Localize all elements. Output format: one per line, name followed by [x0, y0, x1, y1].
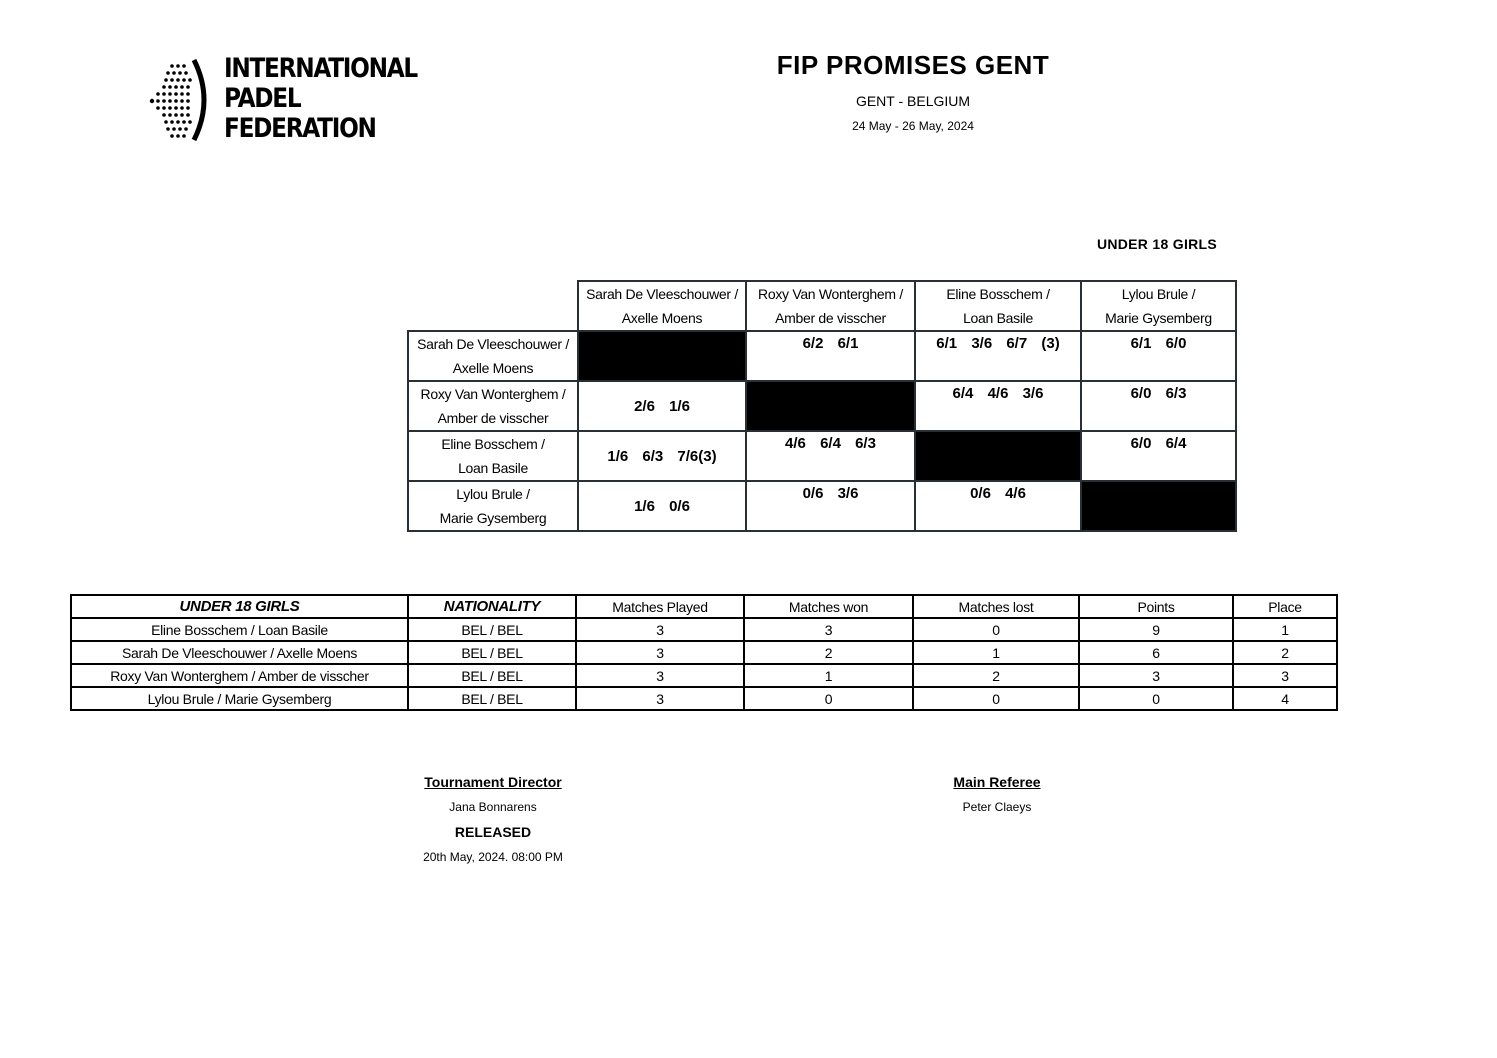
- standings-row: [71, 641, 1337, 664]
- nationality: BEL / BEL: [408, 664, 576, 687]
- grid-column-header: Lylou Brule / Marie Gysemberg: [1081, 281, 1236, 331]
- nationality: BEL / BEL: [408, 618, 576, 641]
- standings-header: Matches won: [744, 595, 913, 618]
- score-cell: 4/6 6/4 6/3: [746, 431, 915, 481]
- released-date: 20th May, 2024. 08:00 PM: [423, 850, 563, 864]
- logo-wordmark: INTERNATIONAL PADEL FEDERATION: [224, 53, 417, 144]
- matches-lost: 1: [913, 641, 1079, 664]
- director-label: Tournament Director: [424, 774, 562, 790]
- tournament-location: GENT - BELGIUM: [855, 93, 971, 109]
- points: 0: [1079, 687, 1233, 710]
- points: 3: [1079, 664, 1233, 687]
- place: 3: [1233, 664, 1337, 687]
- points: 6: [1079, 641, 1233, 664]
- tournament-dates: 24 May - 26 May, 2024: [852, 119, 974, 133]
- matches-won: 0: [744, 687, 913, 710]
- standings-header-row: [71, 595, 1337, 618]
- place: 1: [1233, 618, 1337, 641]
- standings-table: [70, 594, 1338, 711]
- standings-header: Points: [1079, 595, 1233, 618]
- grid-row: [408, 331, 1236, 381]
- padel-racket-dots-icon: [148, 58, 210, 142]
- standings-row: [71, 618, 1337, 641]
- grid-row: [408, 381, 1236, 431]
- matches-played: 3: [576, 664, 744, 687]
- grid-row-header: Eline Bosschem / Loan Basile: [408, 431, 578, 481]
- grid-row: [408, 431, 1236, 481]
- grid-row-header: Sarah De Vleeschouwer / Axelle Moens: [408, 331, 578, 381]
- standings-header: Matches lost: [913, 595, 1079, 618]
- standings-header: Matches Played: [576, 595, 744, 618]
- round-robin-grid: [407, 280, 1237, 532]
- standings-header: Place: [1233, 595, 1337, 618]
- matches-played: 3: [576, 618, 744, 641]
- score-cell: 6/0 6/4: [1081, 431, 1236, 481]
- nationality: BEL / BEL: [408, 641, 576, 664]
- director-name: Jana Bonnarens: [449, 800, 537, 814]
- grid-self-cell: [1081, 481, 1236, 531]
- matches-lost: 2: [913, 664, 1079, 687]
- grid-row-header: Roxy Van Wonterghem / Amber de visscher: [408, 381, 578, 431]
- standings-header: NATIONALITY: [408, 595, 576, 618]
- score-cell: 6/1 3/6 6/7 (3): [915, 331, 1081, 381]
- team-name: Eline Bosschem / Loan Basile: [71, 618, 408, 641]
- grid-column-header: Eline Bosschem / Loan Basile: [915, 281, 1081, 331]
- tournament-title: FIP PROMISES GENT: [776, 50, 1050, 80]
- grid-row: [408, 481, 1236, 531]
- matches-lost: 0: [913, 687, 1079, 710]
- score-cell: 6/2 6/1: [746, 331, 915, 381]
- grid-column-header: Roxy Van Wonterghem / Amber de visscher: [746, 281, 915, 331]
- referee-block: [897, 774, 1097, 814]
- grid-column-header: Sarah De Vleeschouwer / Axelle Moens: [578, 281, 746, 331]
- score-cell: 0/6 4/6: [915, 481, 1081, 531]
- grid-header-row: [408, 281, 1236, 331]
- score-cell: 6/4 4/6 3/6: [915, 381, 1081, 431]
- fip-logo: [148, 48, 417, 158]
- matches-won: 3: [744, 618, 913, 641]
- team-name: Roxy Van Wonterghem / Amber de visscher: [71, 664, 408, 687]
- grid-corner: [408, 281, 578, 331]
- grid-self-cell: [578, 331, 746, 381]
- team-name: Lylou Brule / Marie Gysemberg: [71, 687, 408, 710]
- released-label: RELEASED: [454, 824, 532, 840]
- score-cell: 1/6 6/3 7/6(3): [578, 431, 746, 481]
- grid-self-cell: [746, 381, 915, 431]
- matches-played: 3: [576, 641, 744, 664]
- grid-self-cell: [915, 431, 1081, 481]
- score-cell: 1/6 0/6: [578, 481, 746, 531]
- matches-played: 3: [576, 687, 744, 710]
- nationality: BEL / BEL: [408, 687, 576, 710]
- standings-header: UNDER 18 GIRLS: [71, 595, 408, 618]
- score-cell: 6/1 6/0: [1081, 331, 1236, 381]
- grid-row-header: Lylou Brule / Marie Gysemberg: [408, 481, 578, 531]
- matches-lost: 0: [913, 618, 1079, 641]
- referee-name: Peter Claeys: [962, 800, 1032, 814]
- referee-label: Main Referee: [953, 774, 1041, 790]
- score-cell: 0/6 3/6: [746, 481, 915, 531]
- category-title: UNDER 18 GIRLS: [1096, 236, 1218, 252]
- place: 2: [1233, 641, 1337, 664]
- points: 9: [1079, 618, 1233, 641]
- matches-won: 2: [744, 641, 913, 664]
- place: 4: [1233, 687, 1337, 710]
- matches-won: 1: [744, 664, 913, 687]
- director-block: [393, 774, 593, 864]
- team-name: Sarah De Vleeschouwer / Axelle Moens: [71, 641, 408, 664]
- standings-row: [71, 664, 1337, 687]
- score-cell: 6/0 6/3: [1081, 381, 1236, 431]
- standings-row: [71, 687, 1337, 710]
- score-cell: 2/6 1/6: [578, 381, 746, 431]
